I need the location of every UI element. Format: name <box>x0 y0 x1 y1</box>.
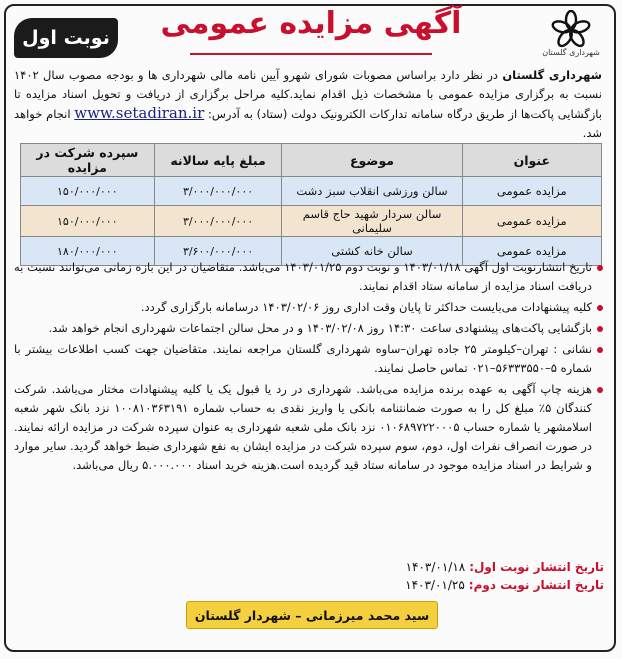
conditions-list <box>14 258 604 477</box>
header <box>0 0 622 66</box>
list-item: هزینه چاپ آگهی به عهده برنده مزایده می‌باشد. شهرداری در رد یا قبول یک یا کلیه پیشنهادات مختار می‌باشد. شرکت کنندگان ۵٪ مبلغ کل را به صورت ضمانتنامه بانکی یا واریز نقدی به حساب شماره ۱۰۰۸۱۰۳۶۳۱۹۱ نزد بانک شهر شعبه اسلامشهر یا شماره حساب ۰۱۰۶۸۹۷۲۲۰۰۰۵ نزد بانک ملی شعبه شهرداری به عنوان سپرده شرکت در مزایده ارائه نمایند. در صورت انصراف نفرات اول، دوم، سوم سپرده شرکت در مزایده ایشان به نفع شهرداری ضبط خواهد گردید. سایر موارد و شرایط در اسناد مزایده موجود در سامانه ستاد قید گردیده است.هزینه خرید اسناد ۵.۰۰۰.۰۰۰ ریال می‌باشد. <box>14 380 604 475</box>
title-underline <box>190 53 432 55</box>
cell-subject: سالن ورزشی انقلاب سبز دشت <box>282 177 462 206</box>
second-date-label: تاریخ انتشار نوبت دوم: <box>468 578 604 592</box>
cell-base-price: ۳/۶۰۰/۰۰۰/۰۰۰ <box>154 237 282 266</box>
cell-deposit: ۱۸۰/۰۰۰/۰۰۰ <box>21 237 155 266</box>
signature-bar: سید محمد میرزمانی – شهردار گلستان <box>186 601 438 629</box>
round-badge: نوبت اول <box>14 18 118 58</box>
cell-base-price: ۳/۰۰۰/۰۰۰/۰۰۰ <box>154 177 282 206</box>
list-item: نشانی : تهران–کیلومتر ۲۵ جاده تهران–ساوه شهرداری گلستان مراجعه نمایند. متقاضیان جهت کسب اطلاعات بیشتر با شماره ۵–۵۶۳۳۳۵۵۰–۰۲۱ تماس حاصل نمایند. <box>14 340 604 378</box>
table-row <box>21 177 602 206</box>
first-date-label: تاریخ انتشار نوبت اول: <box>469 560 604 574</box>
cell-title: مزایده عمومی <box>462 206 601 237</box>
second-publish-date <box>405 576 604 594</box>
auction-table <box>20 143 602 266</box>
col-header-deposit: سپرده شرکت در مزایده <box>21 144 155 177</box>
col-header-subject: موضوع <box>282 144 462 177</box>
first-date-value: ۱۴۰۳/۰۱/۱۸ <box>405 560 466 574</box>
cell-base-price: ۳/۰۰۰/۰۰۰/۰۰۰ <box>154 206 282 237</box>
second-date-value: ۱۴۰۳/۰۱/۲۵ <box>405 578 465 592</box>
intro-text-2: انجام خواهد شد. <box>14 107 602 140</box>
logo-text: شهرداری گلستان <box>542 48 600 57</box>
publish-dates <box>405 558 604 594</box>
cell-title: مزایده عمومی <box>462 177 601 206</box>
org-name: شهرداری گلستان <box>502 68 602 82</box>
table-header-row <box>21 144 602 177</box>
cell-deposit: ۱۵۰/۰۰۰/۰۰۰ <box>21 206 155 237</box>
ad-title: آگهی مزایده عمومی <box>160 6 462 41</box>
intro-paragraph <box>14 66 602 143</box>
flower-logo-icon <box>551 10 591 50</box>
municipality-logo <box>542 10 600 66</box>
col-header-title: عنوان <box>462 144 601 177</box>
cell-subject: سالن سردار شهید حاج قاسم سلیمانی <box>282 206 462 237</box>
col-header-base-price: مبلغ پایه سالانه <box>154 144 282 177</box>
cell-title: مزایده عمومی <box>462 237 601 266</box>
setad-url-link[interactable]: www.setadiran.ir <box>74 104 205 122</box>
first-publish-date <box>405 558 604 576</box>
list-item: تاریخ انتشارنوبت اول آگهی ۱۴۰۳/۰۱/۱۸ و نوبت دوم ۱۴۰۳/۰۱/۲۵ می‌باشد. متقاضیان در این بازه زمانی می‌توانند نسبت به دریافت اسناد مزایده از سامانه ستاد اقدام نمایند. <box>14 258 604 296</box>
list-item: بازگشایی پاکت‌های پیشنهادی ساعت ۱۴:۳۰ روز ۱۴۰۳/۰۲/۰۸ و در محل سالن اجتماعات شهرداری انجام خواهد شد. <box>14 319 604 338</box>
cell-deposit: ۱۵۰/۰۰۰/۰۰۰ <box>21 177 155 206</box>
intro-text-1: در نظر دارد براساس مصوبات شورای شهرو آیین نامه مالی شهرداری ها و بودجه مصوب سال ۱۴۰۲ نسبت به برگزاری مزایده عمومی با مشخصات ذیل اقدام نماید.کلیه مراحل برگزاری از دریافت و تحویل اسناد مزایده تا بازگشایی پاکت‌ها از طریق درگاه سامانه تدارکات الکترونیک دولت (ستاد) به آدرس: <box>14 68 602 121</box>
table-row <box>21 206 602 237</box>
list-item: کلیه پیشنهادات می‌بایست حداکثر تا پایان وقت اداری روز ۱۴۰۳/۰۲/۰۶ درسامانه بارگزاری گردد. <box>14 298 604 317</box>
cell-subject: سالن خانه کشتی <box>282 237 462 266</box>
